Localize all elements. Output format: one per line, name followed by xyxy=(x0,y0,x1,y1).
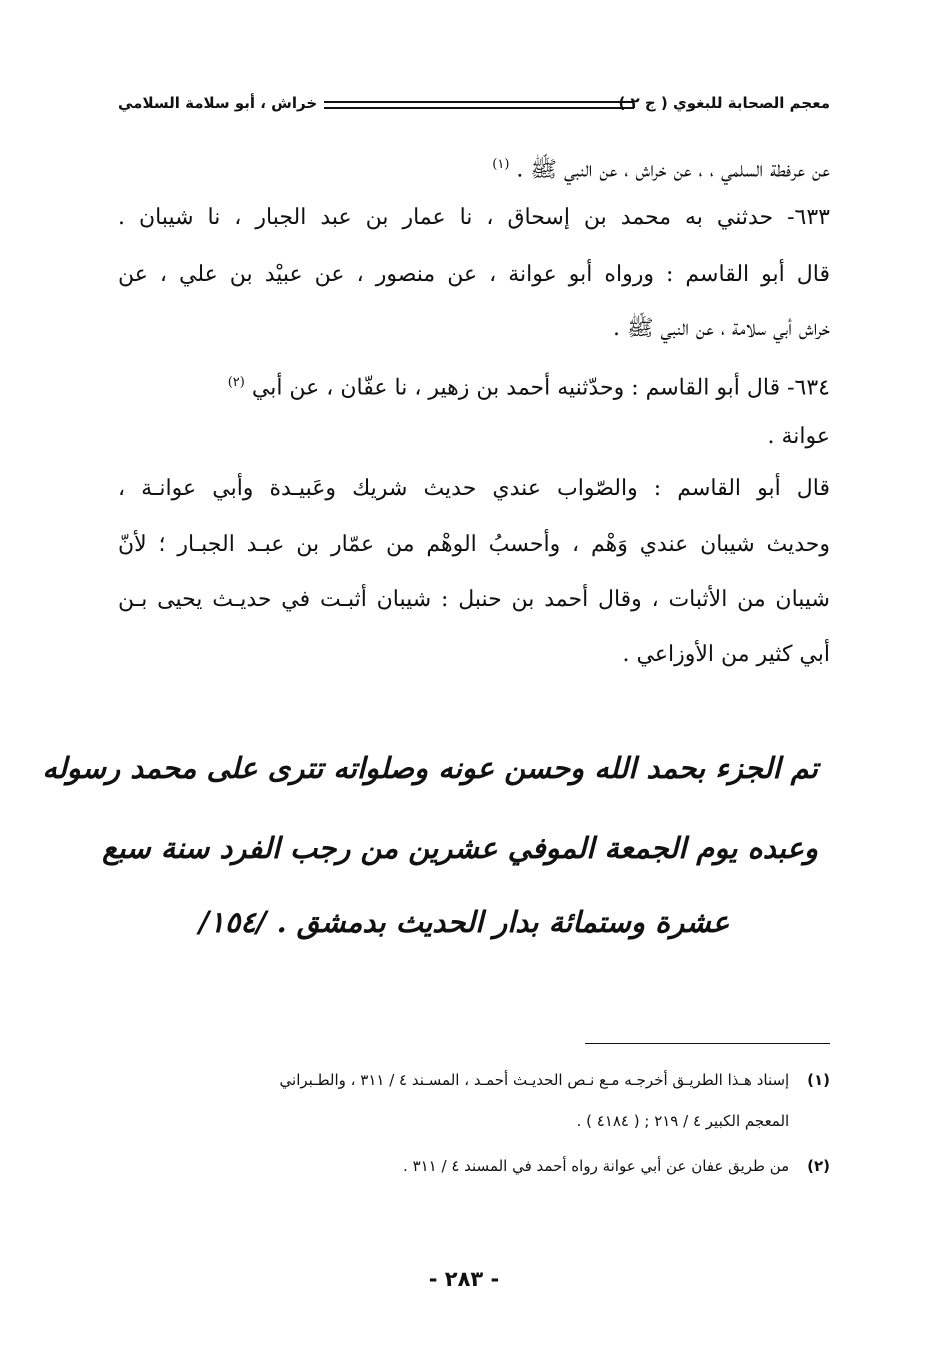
colophon-line-3: عشرة وستمائة بدار الحديث بدمشق . /١٥٤/ xyxy=(198,905,730,939)
footnote-1 xyxy=(118,1068,830,1092)
running-header xyxy=(118,94,830,120)
footnote-2 xyxy=(403,1154,830,1178)
footnote-text: من طريق عفان عن أبي عوانة رواه أحمد في المسند ٤ / ٣١١ . xyxy=(403,1157,790,1175)
body-line-2: ٦٣٣- حدثني به محمد بن إسحاق ، نا عمار بن عبد الجبار ، نا شيبان . xyxy=(118,205,830,230)
footnote-text: إسناد هـذا الطريـق أخرجـه مـع نـص الحديـث أحمـد ، المسـند ٤ / ٣١١ ، والطـبراني xyxy=(279,1071,790,1089)
header-rule xyxy=(324,101,634,109)
page-number: - ٢٨٣ - xyxy=(428,1267,500,1291)
body-line-6: عوانة . xyxy=(767,424,830,449)
body-line-8: وحديث شيبان عندي وَهْم ، وأحسبُ الوهْم من عمّار بن عبـد الجبـار ؛ لأنّ xyxy=(118,532,830,557)
body-line-5 xyxy=(118,368,830,403)
body-line-10: أبي كثير من الأوزاعي . xyxy=(622,642,830,667)
header-section-title: خراش ، أبو سلامة السلامي xyxy=(118,94,318,112)
body-line-9: شيبان من الأثبات ، وقال أحمد بن حنبل : شيبان أثبـت في حديـث يحيى بـن xyxy=(118,587,830,612)
header-book-title: معجم الصحابة للبغوي ( ج ٢ ) xyxy=(618,94,830,112)
body-line-4: خراش أبي سلامة ، عن النبي ﷺ . xyxy=(612,316,830,341)
footnote-text: المعجم الكبير ٤ / ٢١٩ ; ( ٤١٨٤ ) . xyxy=(576,1112,790,1130)
body-line-text: عن عرفطة السلمي ، ، عن خراش ، عن النبي ﷺ . xyxy=(516,157,830,183)
body-line-3: قال أبو القاسم : ورواه أبو عوانة ، عن منصور ، عن عبيْد بن علي ، عن xyxy=(118,262,830,287)
footnote-number: (٢) xyxy=(807,1157,830,1175)
body-line-1 xyxy=(492,150,830,185)
footnote-separator xyxy=(585,1043,830,1044)
body-line-7: قال أبو القاسم : والصّواب عندي حديث شريك وعَبيـدة وأبي عوانـة ، xyxy=(118,476,830,501)
colophon-line-1: تم الجزء بحمد الله وحسن عونه وصلواته تترى على محمد رسوله xyxy=(42,751,818,785)
colophon-line-2: وعبده يوم الجمعة الموفي عشرين من رجب الفرد سنة سبع xyxy=(102,831,818,865)
footnote-ref: (٢) xyxy=(227,375,245,390)
footnote-1-continued xyxy=(577,1109,830,1133)
footnote-ref: (١) xyxy=(492,157,510,172)
body-line-text: ٦٣٤- قال أبو القاسم : وحدّثنيه أحمد بن زهير ، نا عفّان ، عن أبي xyxy=(251,375,830,401)
footnote-number: (١) xyxy=(807,1071,830,1089)
